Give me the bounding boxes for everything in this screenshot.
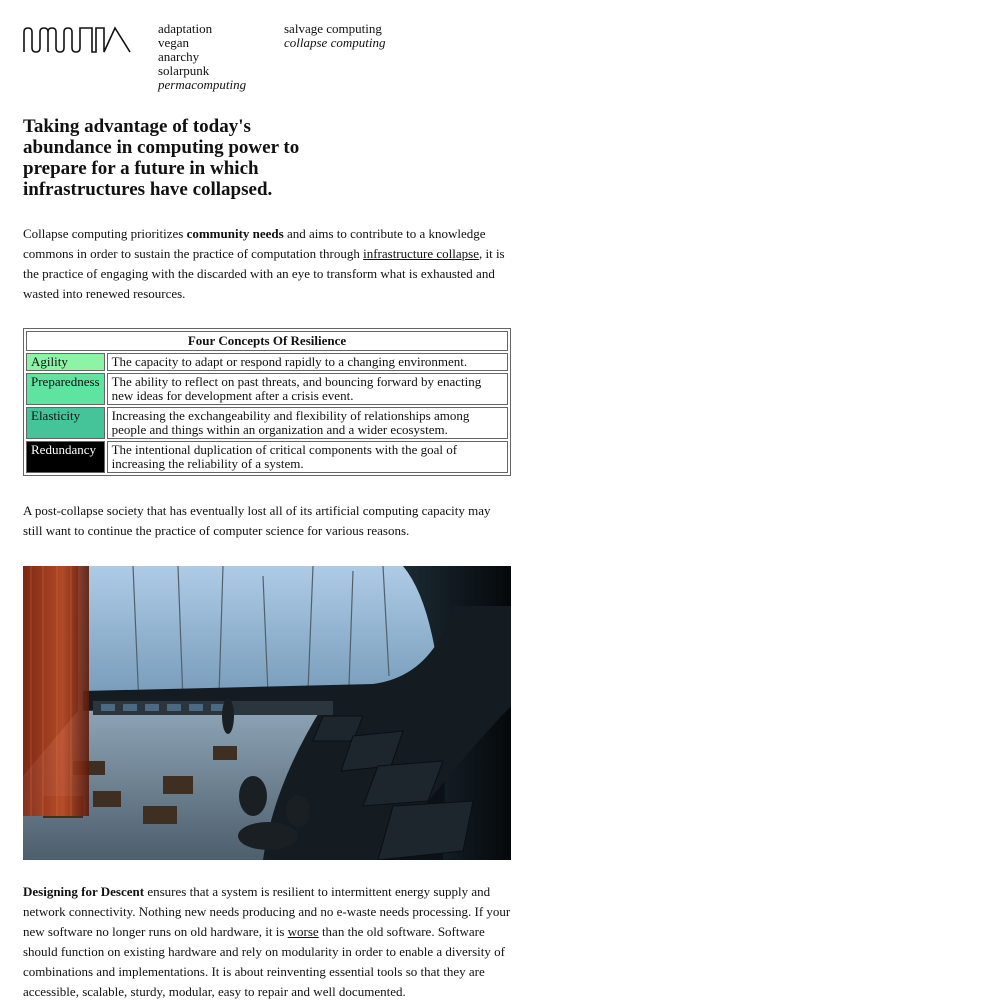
- descent-text-1: ensures that a system is resilient to intermittent energy supply and network connectivity. Nothing new needs producing and no e-waste needs processing. If your new software no longer runs on old hardware, it is: [23, 884, 511, 939]
- term-redundancy: Redundancy: [26, 441, 105, 473]
- page-heading: Taking advantage of today's abundance in computing power to prepare for a future in which infrastructures have collapsed.: [23, 116, 300, 200]
- nav-column-primary: [158, 22, 246, 92]
- nav-link-vegan[interactable]: vegan: [158, 35, 190, 50]
- intro-text-3: , it is the practice of engaging with the discarded with an eye to transform what is exhausted and wasted into renewed resources.: [23, 246, 505, 301]
- post-collapse-paragraph: A post-collapse society that has eventually lost all of its artificial computing capacity may still want to continue the practice of computer science for various reasons.: [23, 503, 491, 538]
- table-row: [26, 353, 508, 371]
- site-logo[interactable]: [23, 26, 131, 54]
- intro-text-2: and aims to contribute to a knowledge commons in order to sustain the practice of computation through: [23, 226, 486, 261]
- desc-elasticity: Increasing the exchangeability and flexibility of relationships among people and things within an organization and a wider ecosystem.: [107, 407, 508, 439]
- control-room-photo: [23, 566, 511, 860]
- desc-agility: The capacity to adapt or respond rapidly to a changing environment.: [107, 353, 508, 371]
- table-row: [26, 441, 508, 473]
- table-title: Four Concepts Of Resilience: [26, 331, 508, 351]
- intro-text-1: Collapse computing prioritizes: [23, 226, 187, 241]
- term-elasticity: Elasticity: [26, 407, 105, 439]
- descent-text-2: than the old software. Software should function on existing hardware and rely on modularity in order to enable a diversity of combinations and implementations. It is about reinventing essential tools so that they are accessible, scalable, sturdy, modular, easy to repair and well documented.: [23, 924, 505, 999]
- table-row: [26, 373, 508, 405]
- nav-link-collapse-computing[interactable]: collapse computing: [284, 35, 386, 50]
- resilience-table: [23, 328, 511, 476]
- infrastructure-collapse-link[interactable]: infrastructure collapse: [363, 246, 479, 261]
- term-agility: Agility: [26, 353, 105, 371]
- nav-link-salvage-computing[interactable]: salvage computing: [284, 21, 382, 36]
- nav-link-permacomputing[interactable]: permacomputing: [158, 77, 247, 92]
- nav-link-anarchy[interactable]: anarchy: [158, 49, 200, 64]
- nav-column-secondary: [284, 22, 385, 50]
- nav-link-solarpunk[interactable]: solarpunk: [158, 63, 210, 78]
- designing-for-descent-paragraph: [23, 882, 515, 1002]
- worse-link[interactable]: worse: [287, 924, 319, 939]
- nav-link-adaptation[interactable]: adaptation: [158, 21, 213, 36]
- designing-for-descent-term: Designing for Descent: [23, 884, 145, 899]
- intro-bold-community-needs: community needs: [186, 226, 284, 241]
- term-preparedness: Preparedness: [26, 373, 105, 405]
- desc-preparedness: The ability to reflect on past threats, and bouncing forward by enacting new ideas for development after a crisis event.: [107, 373, 508, 405]
- intro-paragraph: [23, 224, 513, 304]
- desc-redundancy: The intentional duplication of critical components with the goal of increasing the reliability of a system.: [107, 441, 508, 473]
- table-row: [26, 407, 508, 439]
